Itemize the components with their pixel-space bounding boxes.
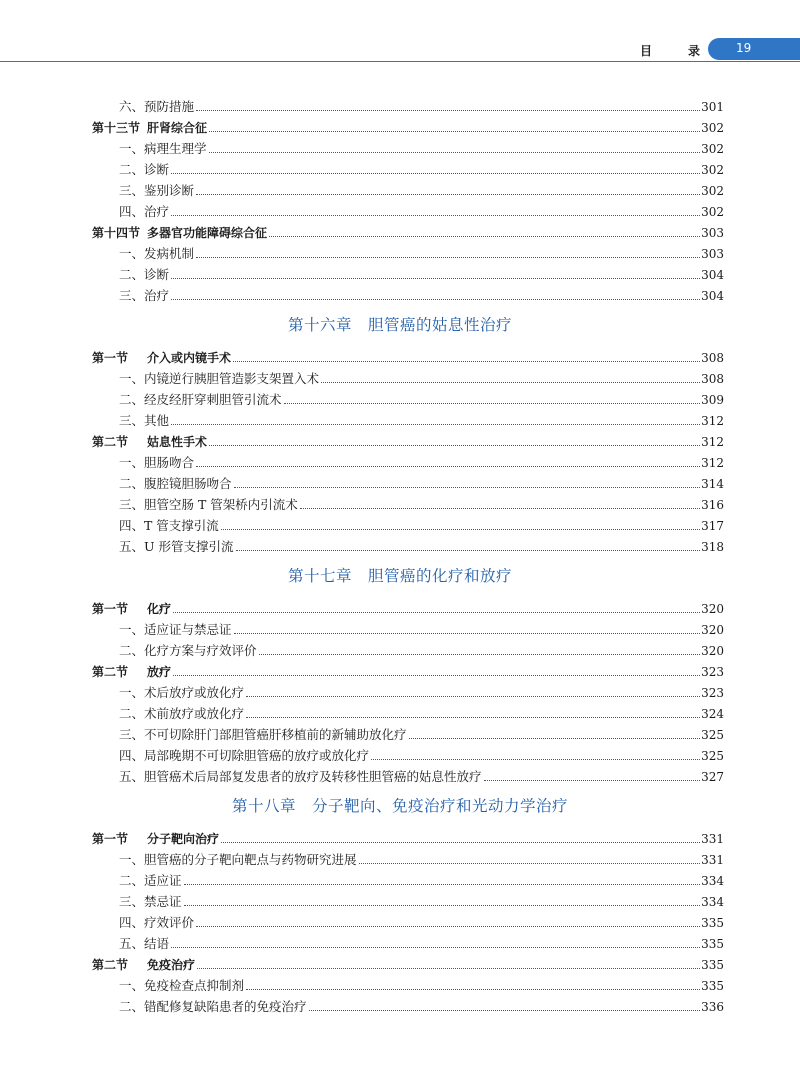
toc-entry-row[interactable] [119,94,724,114]
dot-leader [209,152,701,153]
toc-entry-row[interactable] [119,408,724,428]
page-ref: 302 [701,205,724,219]
section-title: 分子靶向治疗 [147,832,220,846]
page-ref: 335 [701,937,724,951]
header-label: 录 [688,44,701,58]
toc-section-row[interactable] [92,952,724,972]
entry-title: 五、U 形管支撑引流 [119,539,234,554]
page-ref: 316 [701,498,724,512]
chapter-title: 胆管癌的姑息性治疗 [368,316,513,334]
entry-title: 一、术后放疗或放化疗 [119,685,245,700]
toc-section-row[interactable] [92,826,724,846]
page-ref: 325 [701,749,724,763]
page-ref: 323 [701,665,724,679]
toc-entry-row[interactable] [119,931,724,951]
page-ref: 320 [701,602,724,616]
section-title: 免疫治疗 [147,958,196,972]
entry-title: 一、胆肠吻合 [119,455,195,470]
section-number: 第一节 [92,602,129,616]
toc-entry-row[interactable] [119,638,724,658]
toc-section-row[interactable] [92,596,724,616]
header-rule [0,61,800,62]
toc-entry-row[interactable] [119,743,724,763]
dot-leader [196,926,700,927]
section-label [92,121,208,135]
entry-title: 二、术前放疗或放化疗 [119,706,245,721]
dot-leader [221,842,700,843]
entry-title: 二、腹腔镜胆肠吻合 [119,476,232,491]
chapter-heading [0,794,800,816]
dot-leader [196,110,700,111]
page-ref: 320 [701,623,724,637]
page-ref: 302 [701,121,724,135]
toc-section-row[interactable] [92,659,724,679]
entry-title: 二、适应证 [119,873,182,888]
toc-entry-row[interactable] [119,889,724,909]
entry-title: 四、T 管支撑引流 [119,518,219,533]
page-ref: 303 [701,226,724,240]
section-label [92,602,172,616]
entry-title: 二、经皮经肝穿刺胆管引流术 [119,392,282,407]
dot-leader [196,466,700,467]
dot-leader [309,1010,701,1011]
page-ref: 308 [701,351,724,365]
dot-leader [236,550,701,551]
page-ref: 309 [701,393,724,407]
dot-leader [359,863,701,864]
section-title: 姑息性手术 [147,435,208,449]
page-ref: 302 [701,142,724,156]
chapter-title: 分子靶向、免疫治疗和光动力学治疗 [312,797,569,815]
page-ref: 323 [701,686,724,700]
toc-entry-row[interactable] [119,534,724,554]
chapter-heading [0,564,800,586]
page-ref: 331 [701,832,724,846]
toc-entry-row[interactable] [119,513,724,533]
toc-entry-row[interactable] [119,680,724,700]
dot-leader [269,236,700,237]
dot-leader [197,968,700,969]
section-number: 第十四节 [92,226,141,240]
toc-entry-row[interactable] [119,847,724,867]
entry-title: 二、诊断 [119,162,170,177]
toc-section-row[interactable] [92,115,724,135]
section-title: 介入或内镜手术 [147,351,232,365]
section-label [92,351,232,365]
toc-entry-row[interactable] [119,994,724,1014]
page-ref: 325 [701,728,724,742]
entry-title: 六、预防措施 [119,99,195,114]
toc-entry-row[interactable] [119,136,724,156]
toc-entry-row[interactable] [119,199,724,219]
toc-entry-row[interactable] [119,868,724,888]
toc-section-row[interactable] [92,345,724,365]
dot-leader [321,382,700,383]
page-ref: 304 [701,289,724,303]
entry-title: 五、胆管癌术后局部复发患者的放疗及转移性胆管癌的姑息性放疗 [119,769,482,784]
section-number: 第二节 [92,665,129,679]
toc-entry-row[interactable] [119,973,724,993]
section-title: 放疗 [147,665,172,679]
dot-leader [171,299,700,300]
page-number: 19 [736,41,752,55]
page-ref: 312 [701,414,724,428]
chapter-number: 第十六章 [287,316,352,334]
section-title: 多器官功能障碍综合征 [147,226,268,240]
entry-title: 一、病理生理学 [119,141,207,156]
page-ref: 318 [701,540,724,554]
chapter-number: 第十七章 [287,567,352,585]
entry-title: 三、鉴别诊断 [119,183,195,198]
dot-leader [233,361,700,362]
toc-entry-row[interactable] [119,764,724,784]
toc-entry-row[interactable] [119,471,724,491]
entry-title: 一、胆管癌的分子靶向靶点与药物研究进展 [119,852,357,867]
entry-title: 二、错配修复缺陷患者的免疫治疗 [119,999,307,1014]
entry-title: 五、结语 [119,936,170,951]
page-ref: 336 [701,1000,724,1014]
entry-title: 三、禁忌证 [119,894,182,909]
chapter-number: 第十八章 [231,797,296,815]
toc-section-row[interactable] [92,220,724,240]
dot-leader [171,173,700,174]
entry-title: 四、局部晚期不可切除胆管癌的放疗或放化疗 [119,748,370,763]
entry-title: 一、内镜逆行胰胆管造影支架置入术 [119,371,320,386]
toc-entry-row[interactable] [119,722,724,742]
section-number: 第一节 [92,351,129,365]
toc-entry-row[interactable] [119,262,724,282]
entry-title: 一、发病机制 [119,246,195,261]
page-ref: 303 [701,247,724,261]
header-label: 目 [640,44,653,58]
section-title: 化疗 [147,602,172,616]
entry-title: 二、诊断 [119,267,170,282]
page-ref: 320 [701,644,724,658]
entry-title: 三、不可切除肝门部胆管癌肝移植前的新辅助放化疗 [119,727,407,742]
dot-leader [246,717,700,718]
page-ref: 301 [701,100,724,114]
toc-entry-row[interactable] [119,701,724,721]
page-ref: 317 [701,519,724,533]
dot-leader [484,780,701,781]
chapter-title: 胆管癌的化疗和放疗 [368,567,513,585]
entry-title: 三、胆管空肠 T 管架桥内引流术 [119,497,298,512]
section-label [92,226,268,240]
toc-section-row[interactable] [92,429,724,449]
dot-leader [196,257,700,258]
dot-leader [209,131,700,132]
section-number: 第二节 [92,958,129,972]
dot-leader [300,508,700,509]
section-number: 第一节 [92,832,129,846]
page-ref: 312 [701,456,724,470]
toc-entry-row[interactable] [119,617,724,637]
dot-leader [246,696,700,697]
toc-entry-row[interactable] [119,157,724,177]
dot-leader [409,738,701,739]
section-label [92,665,172,679]
dot-leader [209,445,700,446]
dot-leader [246,989,700,990]
entry-title: 四、疗效评价 [119,915,195,930]
section-number: 第二节 [92,435,129,449]
dot-leader [234,633,701,634]
page-ref: 331 [701,853,724,867]
dot-leader [371,759,700,760]
dot-leader [171,424,700,425]
page-ref: 334 [701,874,724,888]
page-ref: 335 [701,958,724,972]
page-ref: 308 [701,372,724,386]
dot-leader [184,905,701,906]
page-ref: 335 [701,916,724,930]
page-ref: 312 [701,435,724,449]
entry-title: 一、免疫检查点抑制剂 [119,978,245,993]
page-ref: 302 [701,163,724,177]
dot-leader [284,403,701,404]
dot-leader [171,278,700,279]
page-ref: 335 [701,979,724,993]
chapter-heading [0,313,800,335]
page-ref: 302 [701,184,724,198]
page-header [0,38,800,64]
toc-entry-row[interactable] [119,492,724,512]
page-ref: 334 [701,895,724,909]
dot-leader [171,215,700,216]
entry-title: 三、治疗 [119,288,170,303]
page-ref: 327 [701,770,724,784]
dot-leader [171,947,700,948]
page-ref: 324 [701,707,724,721]
toc-entry-row[interactable] [119,178,724,198]
toc-entry-row[interactable] [119,910,724,930]
toc-entry-row[interactable] [119,387,724,407]
entry-title: 四、治疗 [119,204,170,219]
dot-leader [173,675,700,676]
dot-leader [234,487,701,488]
dot-leader [221,529,700,530]
toc-entry-row[interactable] [119,450,724,470]
section-label [92,958,196,972]
dot-leader [196,194,700,195]
toc-entry-row[interactable] [119,283,724,303]
toc-entry-row[interactable] [119,366,724,386]
page-ref: 314 [701,477,724,491]
page-number-badge [708,38,800,60]
dot-leader [173,612,700,613]
section-title: 肝肾综合征 [147,121,208,135]
section-label [92,832,220,846]
dot-leader [259,654,701,655]
entry-title: 二、化疗方案与疗效评价 [119,643,257,658]
section-number: 第十三节 [92,121,141,135]
section-label [92,435,208,449]
toc-entry-row[interactable] [119,241,724,261]
page-ref: 304 [701,268,724,282]
dot-leader [184,884,701,885]
entry-title: 三、其他 [119,413,170,428]
entry-title: 一、适应证与禁忌证 [119,622,232,637]
